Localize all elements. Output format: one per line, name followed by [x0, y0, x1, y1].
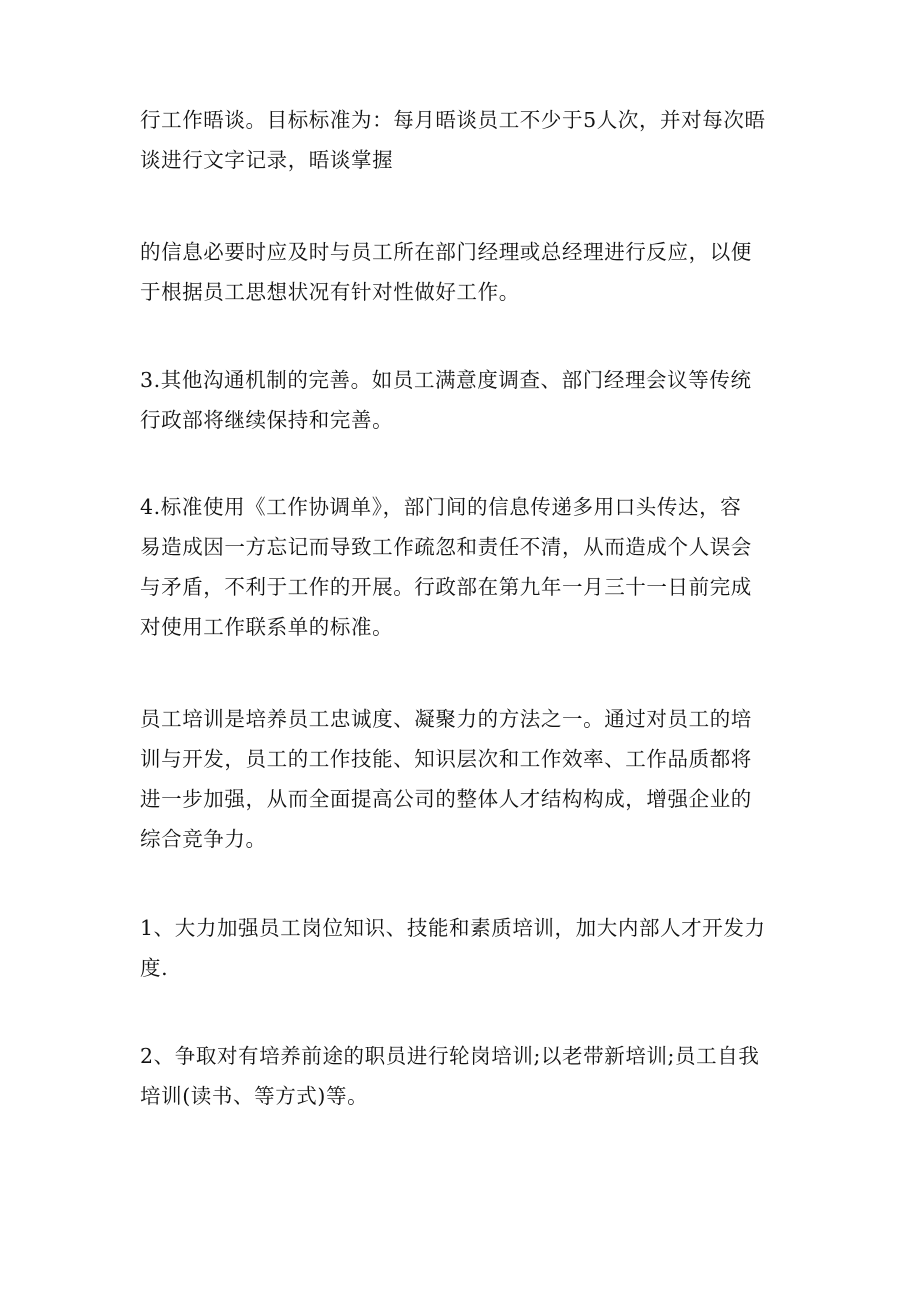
paragraph-training-item-2: 2、争取对有培养前途的职员进行轮岗培训;以老带新培训;员工自我 培训(读书、等方式)等。 — [140, 1044, 760, 1108]
paragraph-training-item-1: 1、大力加强员工岗位知识、技能和素质培训，加大内部人才开发力 度. — [140, 916, 766, 980]
paragraph-communication-mechanisms: 3.其他沟通机制的完善。如员工满意度调查、部门经理会议等传统 行政部将继续保持和完善。 — [140, 368, 752, 432]
paragraph-interview-standard: 行工作晤谈。目标标准为：每月晤谈员工不少于5人次，并对每次晤 谈进行文字记录，晤谈掌握 — [140, 108, 766, 172]
paragraph-coordination-form: 4.标准使用《工作协调单》，部门间的信息传递多用口头传达，容 易造成因一方忘记而导致工作疏忽和责任不清，从而造成个人误会 与矛盾，不利于工作的开展。行政部在第九年一月三十一日前完成 对使用工作联系单的标准。 — [140, 495, 752, 639]
paragraph-employee-training: 员工培训是培养员工忠诚度、凝聚力的方法之一。通过对员工的培 训与开发，员工的工作技能、知识层次和工作效率、工作品质都将 进一步加强，从而全面提高公司的整体人才结构构成，增强企业的 综合竞争力。 — [140, 707, 752, 851]
paragraph-interview-feedback: 的信息必要时应及时与员工所在部门经理或总经理进行反应，以便 于根据员工思想状况有针对性做好工作。 — [140, 240, 752, 304]
